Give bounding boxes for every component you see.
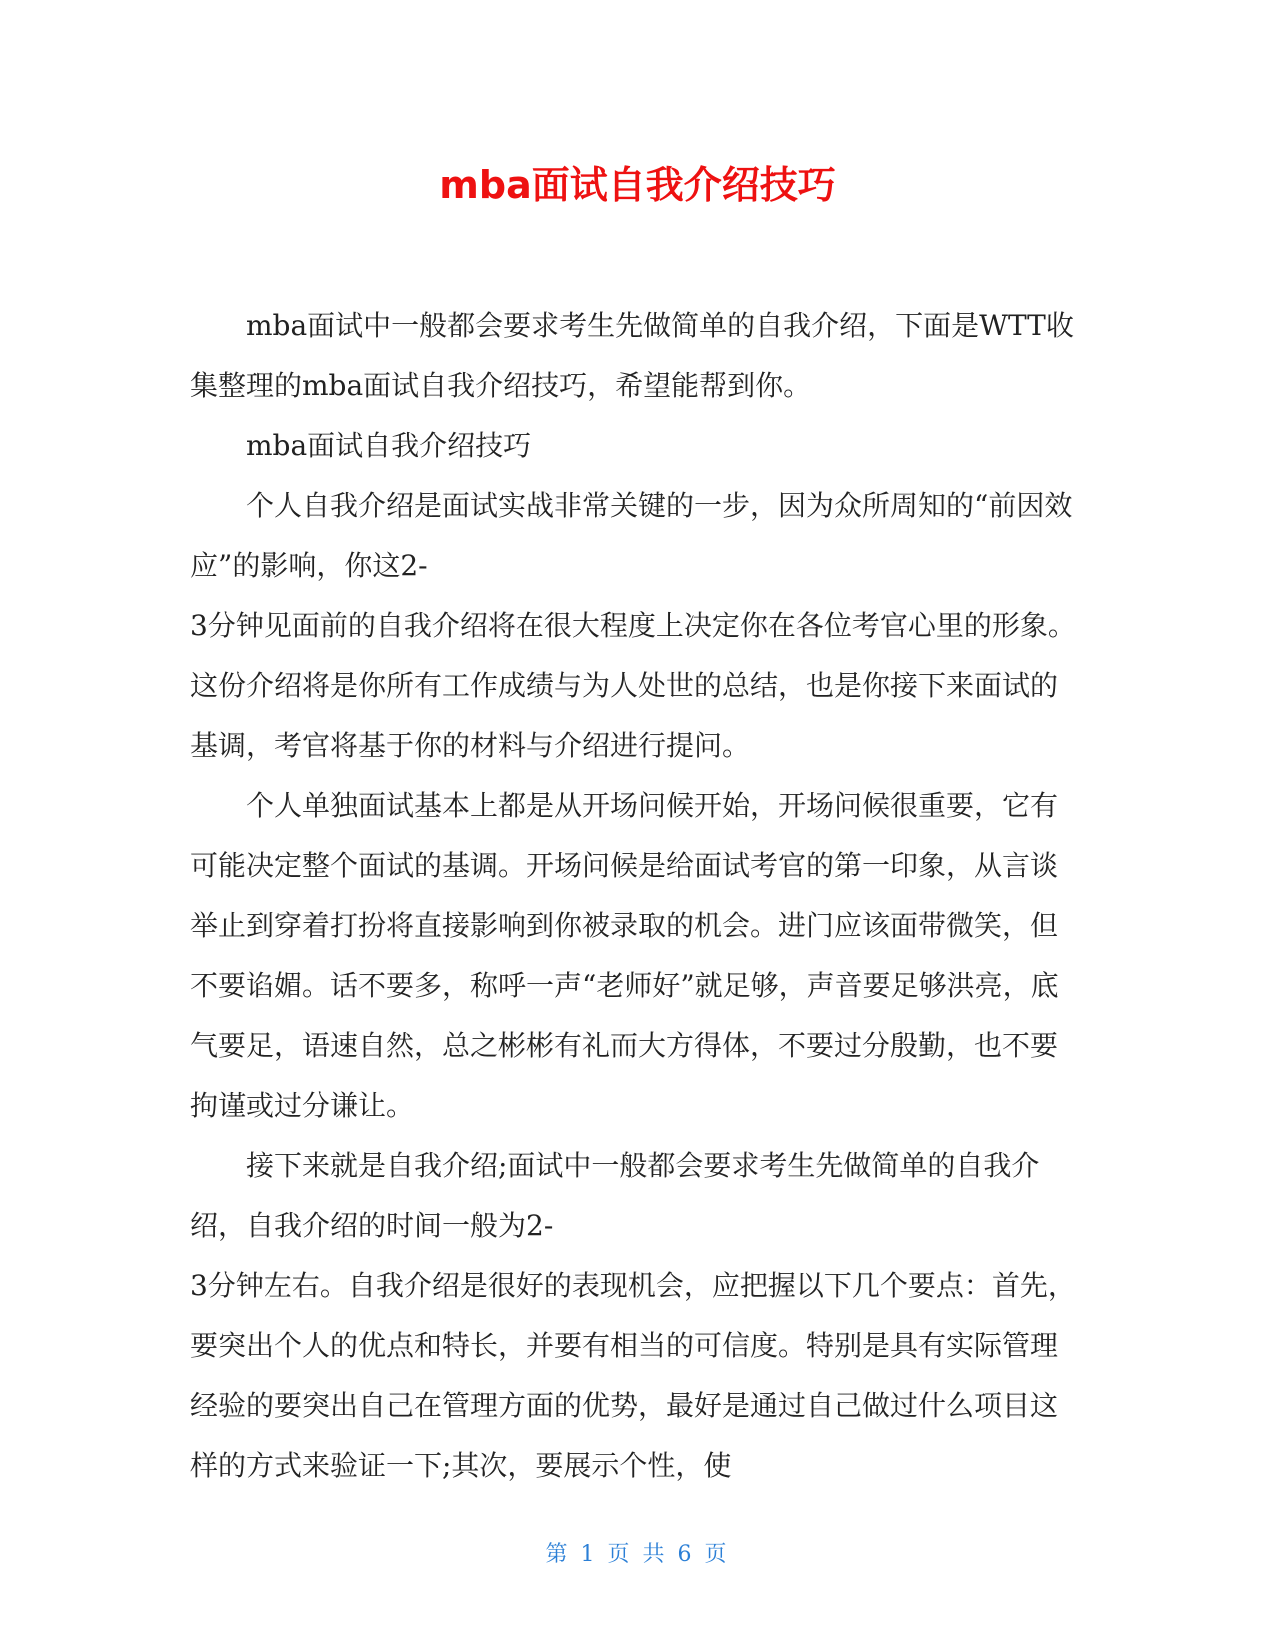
paragraph-opening-greeting: 个人单独面试基本上都是从开场问候开始，开场问候很重要，它有可能决定整个面试的基调。开场问候是给面试考官的第一印象，从言谈举止到穿着打扮将直接影响到你被录取的机会。进门应该面带微笑，但不要谄媚。话不要多，称呼一声“老师好”就足够，声音要足够洪亮，底气要足，语速自然，总之彬彬有礼而大方得体，不要过分殷勤，也不要拘谨或过分谦让。 <box>190 789 1059 1122</box>
paragraph-self-intro-continued: 3分钟见面前的自我介绍将在很大程度上决定你在各位考官心里的形象。这份介绍将是你所有工作成绩与为人处世的总结，也是你接下来面试的基调，考官将基于你的材料与介绍进行提问。 <box>190 609 1076 762</box>
paragraph-next-self-intro: 接下来就是自我介绍;面试中一般都会要求考生先做简单的自我介绍，自我介绍的时间一般为2- <box>190 1149 1040 1242</box>
paragraph-self-intro-importance: 个人自我介绍是面试实战非常关键的一步，因为众所周知的“前因效应”的影响，你这2- <box>190 489 1073 582</box>
page-number-footer: 第 1 页 共 6 页 <box>545 1542 730 1567</box>
paragraph-intro: mba面试中一般都会要求考生先做简单的自我介绍，下面是WTT收集整理的mba面试自我介绍技巧，希望能帮到你。 <box>190 309 1074 402</box>
paragraph-subtitle: mba面试自我介绍技巧 <box>246 429 532 462</box>
document-body <box>190 296 1080 1496</box>
paragraph-key-points: 3分钟左右。自我介绍是很好的表现机会，应把握以下几个要点：首先，要突出个人的优点和特长，并要有相当的可信度。特别是具有实际管理经验的要突出自己在管理方面的优势，最好是通过自己做过什么项目这样的方式来验证一下;其次，要展示个性，使 <box>190 1269 1076 1482</box>
document-title: mba面试自我介绍技巧 <box>439 163 836 207</box>
